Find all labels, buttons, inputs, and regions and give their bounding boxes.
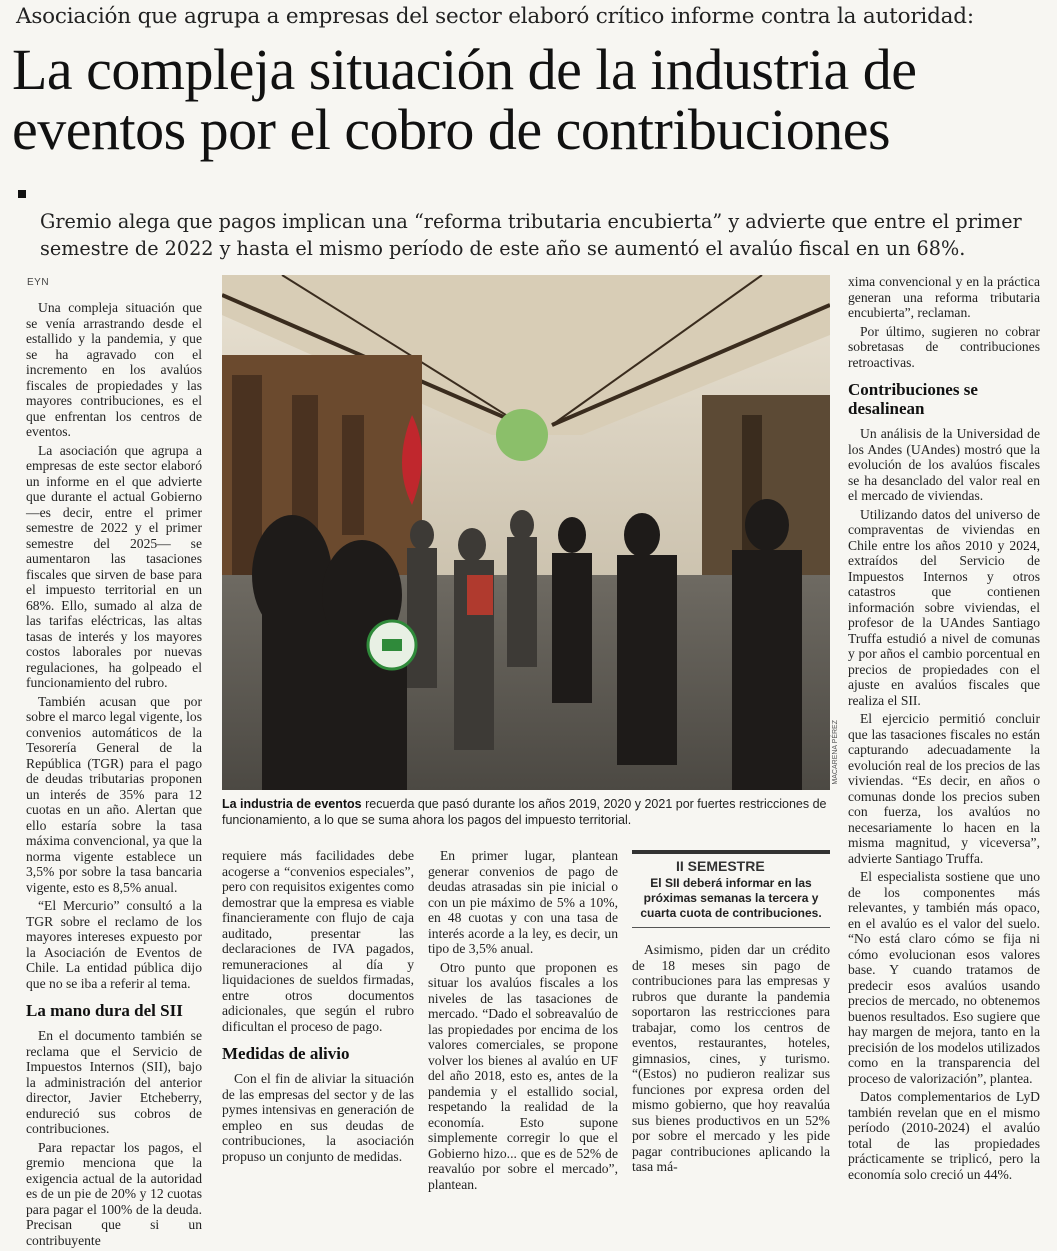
column-2 bbox=[222, 848, 414, 1167]
subheading-contribuciones: Contribuciones se desalinean bbox=[848, 380, 978, 418]
paragraph: “El Mercurio” consultó a la TGR sobre el reclamo de los mayores intereses expuesto por la Asociación de Eventos de Chile. La entidad pública dijo que no se iba a referir al tema. bbox=[26, 898, 202, 991]
byline: EYN bbox=[27, 277, 50, 288]
paragraph: También acusan que por sobre el marco legal vigente, los convenios automáticos de la Tesorería General de la República (TGR) para el pago de deudas tributarias proponen un interés de 35% para 12 cuotas en un año. Alertan que ello estaría sobre la tasa máxima convencional, ya que la norma vigente establece un 3,5% por sobre la tasa bancaria vigente, esto es 8,5% anual. bbox=[26, 693, 202, 895]
column-3 bbox=[428, 848, 618, 1195]
paragraph: Una compleja situación que se venía arrastrando desde el estallido y la pandemia, y que se ha agravado con el incremento en los avalúos fiscales de propiedades y las mayores contribuciones, es el que enfrentan los centros de eventos. bbox=[26, 300, 202, 439]
caption-text: recuerda que pasó durante los años 2019, 2020 y 2021 por fuertes restricciones de funcionamiento, a lo que se suma ahora los pagos del impuesto territorial. bbox=[222, 797, 827, 827]
headline: La compleja situación de la industria de eventos por el cobro de contribuciones bbox=[12, 37, 917, 162]
paragraph: Con el fin de aliviar la situación de las empresas del sector y de las pymes intensivas en generación de empleo en sus deudas de contribuciones, la asociación propuso un conjunto de medidas. bbox=[222, 1071, 414, 1164]
paragraph: Utilizando datos del universo de compraventas de viviendas en Chile entre los años 2010 y 2024, extraídos del Servicio de Impuestos Internos y otros catastros que contienen información sobre viviendas, el profesor de la UAndes Santiago Truffa estudió a nivel de comunas y por años el cambio porcentual en precios de propiedades con el ajuste en avalúos fiscales que realiza el SII. bbox=[848, 506, 1040, 708]
paragraph: Asimismo, piden dar un crédito de 18 meses sin pago de contribuciones para las empresas y rubros que durante la pandemia soportaron las restricciones para trabajar, como los centros de eventos, restaurantes, hoteles, gimnasios, cines, y turismo. “(Estos) no pudieron realizar sus funciones por expresa orden del mismo gobierno, que hoy reavalúa sus bienes productivos en un 52% por sobre el mercado y les pide pagar contribuciones aplicando la tasa má- bbox=[632, 942, 830, 1174]
box-text: El SII deberá informar en las próximas semanas la tercera y cuarta cuota de contribuciones. bbox=[640, 876, 822, 920]
paragraph: Para repactar los pagos, el gremio menciona que la exigencia actual de la autoridad es de un pie de 20% y 12 cuotas para pagar el 100% de la deuda. Precisan que si un contribuyente bbox=[26, 1139, 202, 1248]
paragraph: requiere más facilidades debe acogerse a “convenios especiales”, pero con requisitos exigentes como demostrar que la empresa es viable financieramente con flujo de caja auditado, presentar las declaraciones de IVA pagados, remuneraciones al día y liquidaciones de sueldos firmadas, entre otros documentos adicionales, que según el rubro dificultan el proceso de pago. bbox=[222, 848, 414, 1034]
paragraph: El ejercicio permitió concluir que las tasaciones fiscales no están capturando adecuadamente la evolución real de los precios de las viviendas. “Es decir, en años o comunas donde los precios suben con fuerza, los avalúos no necesariamente lo hacen en la misma magnitud, y viceversa”, advierte Santiago Truffa. bbox=[848, 711, 1040, 866]
paragraph: Por último, sugieren no cobrar sobretasas de contribuciones retroactivas. bbox=[848, 323, 1040, 370]
kicker: Asociación que agrupa a empresas del sector elaboró crítico informe contra la autoridad: bbox=[16, 4, 974, 29]
lead-bullet bbox=[18, 190, 26, 198]
paragraph: Un análisis de la Universidad de los Andes (UAndes) mostró que la evolución de los avalúos fiscales se ha desanclado del valor real en el mercado de viviendas. bbox=[848, 426, 1040, 503]
paragraph: En el documento también se reclama que el Servicio de Impuestos Internos (SII), bajo la administración del anterior director, Javier Etcheberry, endureció sus cobros de contribuciones. bbox=[26, 1028, 202, 1136]
column-4 bbox=[632, 942, 830, 1178]
box-divider bbox=[632, 927, 830, 928]
paragraph: Datos complementarios de LyD también revelan que en el mismo período (2010-2024) el avalúo total de las propiedades prácticamente se triplicó, pero la economía solo creció un 44%. bbox=[848, 1089, 1040, 1182]
paragraph: El especialista sostiene que uno de los componentes más relevantes, y también más opaco, en el avalúo es el valor del suelo. “No está claro cómo se fija ni cómo evolucionan esos valores base. Y cuando tratamos de predecir esos avalúos usando precios de mercado, no obtenemos buenos resultados. Eso sugiere que hay margen de mejora, tanto en la precisión de los modelos utilizados como en la transparencia del proceso de valorización”, plantea. bbox=[848, 869, 1040, 1086]
paragraph: La asociación que agrupa a empresas de este sector elaboró un informe en el que advierte que durante el actual Gobierno —es decir, entre el primer semestre de 2022 y el primer semestre del 2025— se aumentaron las tasaciones fiscales que sirven de base para el impuesto territorial en un 68%. Ello, sumado al alza de las tarifas eléctricas, las altas tasas de interés y los mayores costos laborales por nuevas regulaciones, ha golpeado el funcionamiento del rubro. bbox=[26, 442, 202, 690]
box-title: II SEMESTRE bbox=[676, 858, 765, 874]
caption-lead: La industria de eventos bbox=[222, 797, 362, 811]
subheading-medidas: Medidas de alivio bbox=[222, 1044, 350, 1063]
column-1 bbox=[26, 300, 202, 1251]
subheading-mano-dura: La mano dura del SII bbox=[26, 1001, 183, 1020]
box-top-bar bbox=[632, 850, 830, 854]
photo-caption bbox=[222, 796, 832, 828]
lead-paragraph: Gremio alega que pagos implican una “reforma tributaria encubierta” y advierte que entre el primer semestre de 2022 y hasta el mismo período de este año se aumentó el avalúo fiscal en un 68%. bbox=[40, 210, 1022, 260]
event-photo bbox=[222, 275, 830, 790]
photo-credit: MACARENA PÉREZ bbox=[832, 720, 839, 785]
column-5 bbox=[848, 274, 1040, 1185]
paragraph: En primer lugar, plantean generar convenios de pago de deudas atrasadas sin pie inicial o con un pie máximo de 5% a 10%, en 48 cuotas y con una tasa de interés acorde a la ley, es decir, un tipo de 3,5% anual. bbox=[428, 848, 618, 956]
paragraph: Otro punto que proponen es situar los avalúos fiscales a los niveles de las tasaciones de mercado. “Dado el sobreavalúo de las propiedades por encima de los valores comerciales, se propone volver los bienes al avalúo en UF del año 2018, esto es, antes de la pandemia y el estallido social, respetando la realidad de la economía. Esto supone simplemente corregir lo que el Gobierno hizo... que es de 52% de reavalúo por sobre el mercado”, plantean. bbox=[428, 959, 618, 1192]
crowd-illustration bbox=[222, 275, 830, 790]
paragraph: xima convencional y en la práctica generan una reforma tributaria encubierta”, reclaman. bbox=[848, 274, 1040, 320]
info-box bbox=[632, 850, 830, 920]
